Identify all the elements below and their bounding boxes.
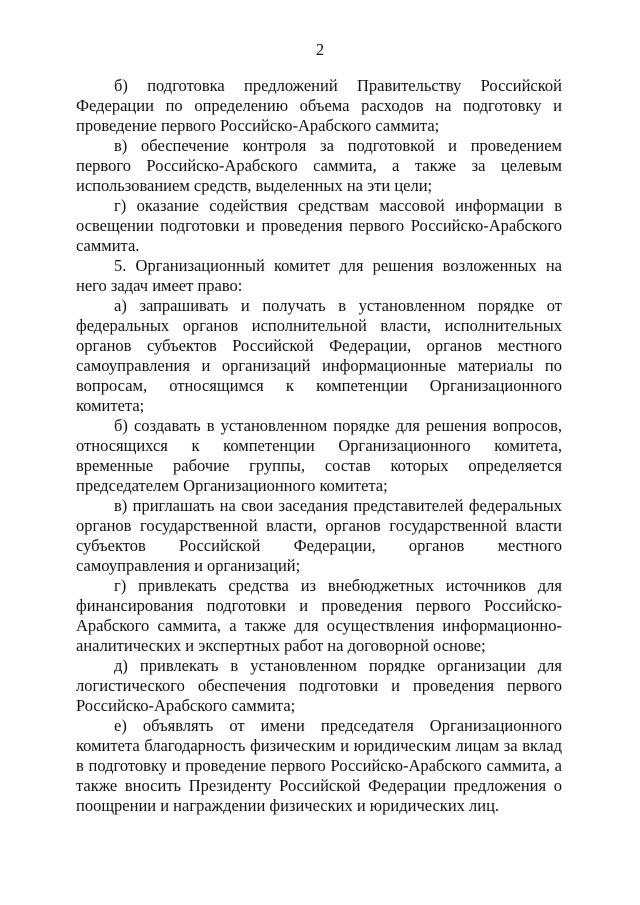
paragraph-right-e-gratitude: е) объявлять от имени председателя Организационного комитета благодарность физическим и юридическим лицам за вклад в подготовку и проведение первого Российско-Арабского саммита, а также вносить Президенту Российской Федерации предложения о поощрении и награждении физических и юридических лиц.: [76, 716, 562, 815]
paragraph-section-5-rights: 5. Организационный комитет для решения возложенных на него задач имеет право:: [76, 256, 562, 295]
document-body: [76, 76, 562, 816]
paragraph-item-g-media: г) оказание содействия средствам массовой информации в освещении подготовки и проведения первого Российско-Арабского саммита.: [76, 196, 562, 255]
paragraph-item-v-control: в) обеспечение контроля за подготовкой и проведением первого Российско-Арабского саммита, а также за целевым использованием средств, выделенных на эти цели;: [76, 136, 562, 195]
paragraph-right-g-funding: г) привлекать средства из внебюджетных источников для финансирования подготовки и проведения первого Российско-Арабского саммита, а также для осуществления информационно-аналитических и экспертных работ на договорной основе;: [76, 576, 562, 655]
paragraph-right-d-logistics: д) привлекать в установленном порядке организации для логистического обеспечения подготовки и проведения первого Российско-Арабского саммита;: [76, 656, 562, 715]
paragraph-right-a-request: а) запрашивать и получать в установленном порядке от федеральных органов исполнительной власти, исполнительных органов субъектов Российской Федерации, органов местного самоуправления и организаций информационные материалы по вопросам, относящимся к компетенции Организационного комитета;: [76, 296, 562, 415]
paragraph-right-v-invite: в) приглашать на свои заседания представителей федеральных органов государственной власти, органов государственной власти субъектов Российской Федерации, органов местного самоуправления и организаций;: [76, 496, 562, 575]
paragraph-item-b-proposals: б) подготовка предложений Правительству Российской Федерации по определению объема расходов на подготовку и проведение первого Российско-Арабского саммита;: [76, 76, 562, 135]
page-number: 2: [315, 40, 325, 59]
paragraph-right-b-working-groups: б) создавать в установленном порядке для решения вопросов, относящихся к компетенции Организационного комитета, временные рабочие группы, состав которых определяется председателем Организационного комитета;: [76, 416, 562, 495]
